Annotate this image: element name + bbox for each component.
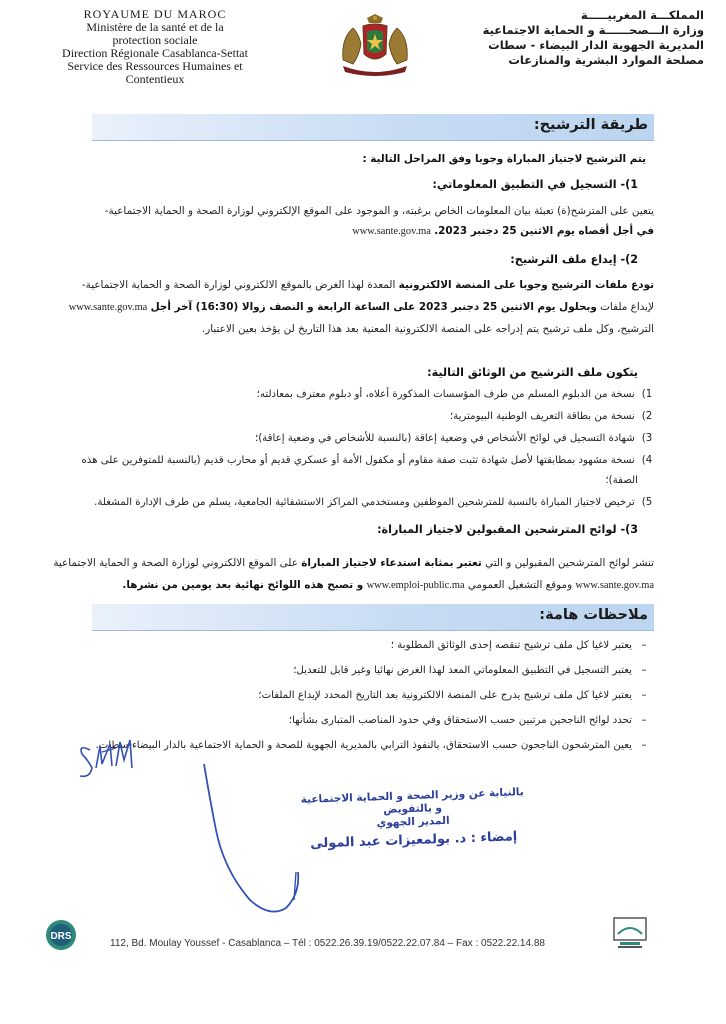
doc-text: شهادة التسجيل في لوائح الأشخاص في وضعية إعاقة (بالنسبة للأشخاص في وضعية إعاقة)؛ (254, 433, 635, 444)
header-ar-line: المديرية الجهوية الدار البيضاء - سطات (488, 38, 704, 52)
step3-line1-c: على الموقع الالكتروني لوزارة الصحة و الحماية الاجتماعية (53, 557, 298, 569)
note-item (56, 640, 656, 651)
doc-item-continued (58, 475, 638, 486)
header-fr-line: Contentieux (125, 72, 185, 86)
note-dash: – (641, 640, 647, 651)
header-fr-line: protection sociale (112, 33, 198, 47)
doc-item (56, 497, 656, 508)
stamp-line: و بالتفويض (383, 801, 443, 817)
step1-line1: يتعين على المترشح(ة) تعبئة بيان المعلومات الخاص برغبته، و الموجود على الموقع الإلكتروني لوزارة الصحة و الحماية الاجتماعية- (104, 205, 654, 217)
doc-item (56, 389, 656, 400)
header-arabic (454, 8, 704, 68)
step2-line2-rest: لإيداع ملفات (600, 301, 654, 313)
stamp-line: بالنيابة عن وزير الصحة و الحماية الاجتماعية (300, 786, 524, 806)
doc-number: 5) (641, 497, 653, 508)
step3-line1-b: تعتبر بمثابة استدعاء لاجتياز المباراة (301, 557, 482, 569)
step2-line3: الترشيح، وكل ملف ترشيح يتم إدراجه على المنصة الالكترونية المعنية بعد هذا التاريخ لن يؤخذ بعين الاعتبار. (201, 323, 654, 335)
step1-line2 (54, 222, 654, 241)
docs-title: يتكون ملف الترشيح من الوثائق التالية: (427, 366, 638, 379)
signature-stroke-icon (190, 760, 330, 920)
step3-title: 3)- لوائح المترشحين المقبولين لاجتياز المباراة: (377, 523, 638, 536)
step1-url-link[interactable]: www.sante.gov.ma (352, 226, 431, 237)
step3-line1-a: تنشر لوائح المترشحين المقبولين و التي (485, 557, 654, 569)
step1-deadline: في أجل أقصاه يوم الاثنين 25 دجنبر 2023. (434, 225, 654, 237)
step2-line1-bold: تودع ملفات الترشيح وجوبا على المنصة الالكترونية (398, 279, 654, 291)
note-text: يعين المترشحون الناجحون حسب الاستحقاق، بالنفوذ الترابي بالمديرية الجهوية للصحة و الحماية الاجتماعية بالدار البيضاء-سطات. (95, 740, 632, 751)
doc-item (56, 455, 656, 466)
header-fr-line: ROYAUME DU MAROC (83, 7, 227, 21)
step3-line1 (44, 554, 654, 573)
footer-address: 112, Bd. Moulay Youssef - Casablanca – Tél : 0522.26.39.19/0522.22.07.84 – Fax : 0522.22.14.88 (110, 938, 545, 949)
header-fr-line: Direction Régionale Casablanca-Settat (62, 46, 248, 60)
initials-signature-icon (72, 728, 142, 784)
step1-title: 1)- التسجيل في التطبيق المعلوماتي: (432, 178, 638, 191)
header-ar-line: وزارة الـــصحــــــة و الحماية الاجتماعية (482, 23, 704, 37)
stamp-signer: إمضاء : د. بولمعيزات عبد المولى (310, 829, 518, 852)
header-ar-line: مصلحة الموارد البشرية والمنازعات (508, 53, 704, 67)
doc-number: 1) (641, 389, 653, 400)
header-french (30, 8, 280, 86)
step3-line2-d: و تصبح هذه اللوائح نهائية بعد يومين من نشرها. (122, 579, 364, 591)
step2-line1 (54, 276, 654, 295)
emploi-url-link[interactable]: www.emploi-public.ma (366, 580, 465, 591)
intro-text: يتم الترشيح لاجتياز المباراة وجوبا وفق المراحل التالية : (362, 153, 646, 165)
step2-line2 (54, 298, 654, 317)
doc-item (56, 433, 656, 444)
header-fr-line: Ministère de la santé et de la (86, 20, 224, 34)
note-item (56, 665, 656, 676)
step2-title-text: 2)- إيداع ملف الترشيح: (510, 253, 638, 266)
section-title-candidacy: طريقة الترشيح: (533, 117, 648, 133)
step2-line1-rest: المعدة لهذا الغرض بالموقع الالكتروني لوزارة الصحة و الحماية الاجتماعية- (81, 279, 396, 291)
doc-number: 3) (641, 433, 653, 444)
header-fr-line: Service des Ressources Humaines et (67, 59, 243, 73)
doc-number: 4) (641, 455, 653, 466)
sante-url-link[interactable]: www.sante.gov.ma (575, 580, 654, 591)
note-text: تحدد لوائح الناجحين مرتبين حسب الاستحقاق وفي حدود المناصب المتبارى بشأنها؛ (288, 715, 632, 726)
doc-text: نسخة من بطاقة التعريف الوطنية البيومترية؛ (449, 411, 635, 422)
note-text: يعتبر لاغيا كل ملف ترشيح يدرج على المنصة الالكترونية بعد التاريخ المحدد لإيداع الملفات؛ (258, 690, 632, 701)
note-dash: – (641, 690, 647, 701)
note-dash: – (641, 715, 647, 726)
step2-url-link[interactable]: www.sante.gov.ma (68, 302, 148, 313)
section-title-notes: ملاحظات هامة: (539, 607, 648, 623)
step2-deadline: وبحلول يوم الاثنين 25 دجنبر 2023 على الساعة الرابعة و النصف زوالا (16:30) آخر أجل (150, 301, 597, 313)
doc-text: نسخة مشهود بمطابقتها لأصل شهادة تثبت صفة مقاوم أو مكفول الأمة أو عسكري قديم أو محارب قديم (بالنسبة للمتوفرين على هذه (81, 455, 635, 466)
coat-of-arms-icon (337, 14, 413, 78)
note-dash: – (641, 665, 647, 676)
note-item (56, 690, 656, 701)
drs-logo-text: DRS (50, 931, 72, 942)
header-ar-line: المملكـــة المغربيـــــة (580, 8, 704, 22)
doc-item (56, 411, 656, 422)
doc-number: 2) (641, 411, 653, 422)
doc-text: ترخيص لاجتياز المباراة بالنسبة للمترشحين الموظفين ومستخدمي المراكز الاستشفائية الجامعية، يسلم من طرف الإدارة المشغلة. (94, 497, 635, 508)
step3-line2 (44, 576, 654, 595)
note-text: يعتبر التسجيل في التطبيق المعلوماتي المعد لهذا الغرض نهائيا وغير قابل للتعديل؛ (293, 665, 632, 676)
ministry-logo-icon (610, 916, 650, 950)
doc-text: الصفة)؛ (605, 475, 638, 486)
stamp-line: المدير الجهوي (376, 814, 450, 830)
drs-logo-icon (44, 918, 78, 952)
note-item (56, 715, 656, 726)
note-text: يعتبر لاغيا كل ملف ترشيح تنقصه إحدى الوثائق المطلوبة ؛ (390, 640, 632, 651)
step3-line2-b: وموقع التشغيل العمومي (467, 579, 573, 591)
note-dash: – (641, 740, 647, 751)
doc-text: نسخة من الدبلوم المسلم من طرف المؤسسات المذكورة أعلاه، أو دبلوم معترف بمعادلته؛ (256, 389, 635, 400)
